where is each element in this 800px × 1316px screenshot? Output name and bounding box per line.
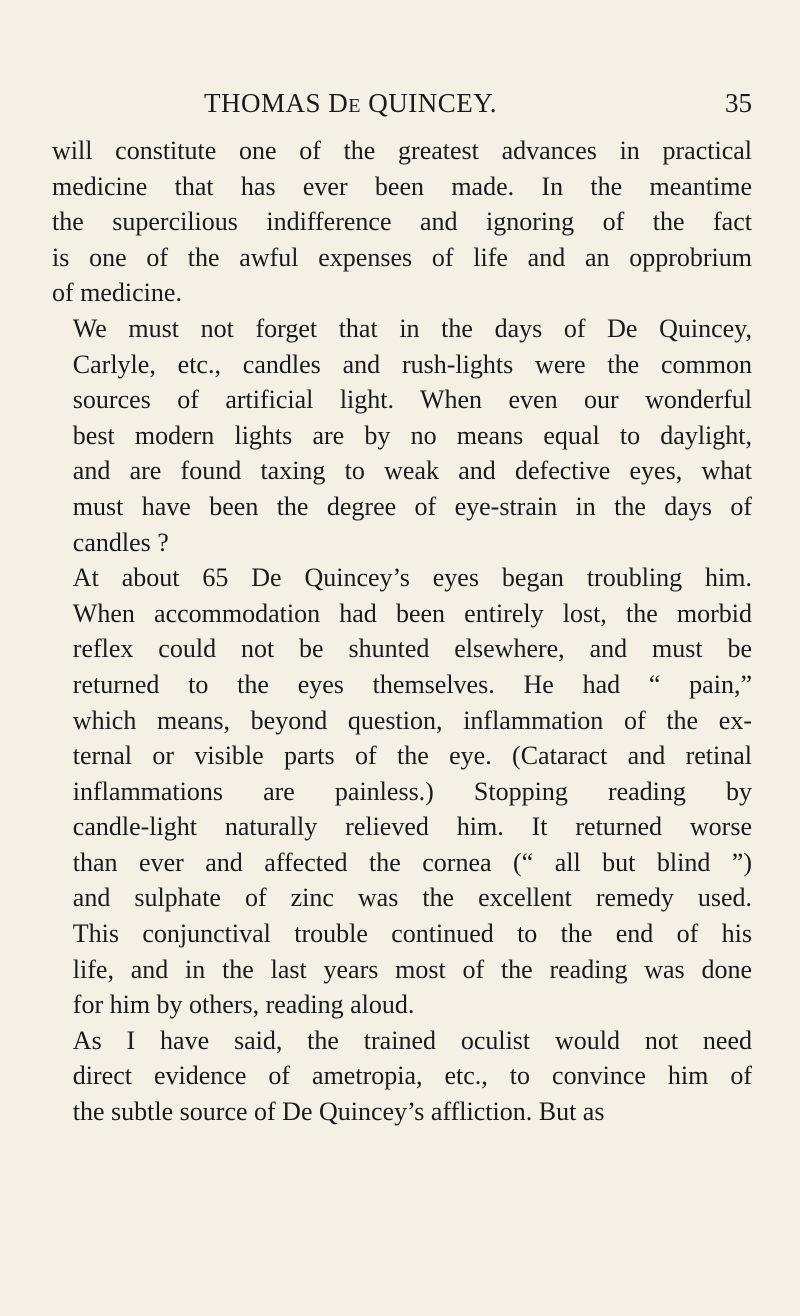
text-line: and are found taxing to weak and defective eyes, what bbox=[72, 456, 752, 486]
text-line: This conjunctival trouble continued to the end of his bbox=[72, 919, 752, 949]
text-line: than ever and affected the cornea (“ all but blind ”) bbox=[72, 847, 752, 877]
text-line: of medicine. bbox=[52, 278, 182, 308]
text-line: We must not forget that in the days of De Quincey, bbox=[72, 313, 752, 343]
text-line: medicine that has ever been made. In the meantime bbox=[52, 171, 752, 201]
text-line: reflex could not be shunted elsewhere, and must be bbox=[72, 634, 752, 664]
paragraph bbox=[52, 560, 752, 1023]
paragraph bbox=[52, 133, 752, 311]
text-line: will constitute one of the greatest advances in practical bbox=[52, 136, 752, 165]
text-line: direct evidence of ametropia, etc., to convince him of bbox=[72, 1061, 752, 1091]
text-line: inflammations are painless.) Stopping reading by bbox=[72, 776, 752, 806]
text-line: the supercilious indifference and ignoring of the fact bbox=[52, 207, 752, 237]
paragraph bbox=[52, 311, 752, 560]
text-line: candle-light naturally relieved him. It returned worse bbox=[72, 812, 752, 842]
text-line: sources of artificial light. When even our wonderful bbox=[72, 385, 752, 415]
running-title-small-cap: E bbox=[348, 95, 361, 117]
text-line: ternal or visible parts of the eye. (Cataract and retinal bbox=[72, 741, 752, 771]
page-number: 35 bbox=[725, 88, 752, 118]
running-title-part2: QUINCEY. bbox=[360, 88, 497, 118]
text-line: candles ? bbox=[72, 527, 169, 557]
text-line: When accommodation had been entirely lost, the morbid bbox=[72, 598, 752, 628]
text-line: At about 65 De Quincey’s eyes began troubling him. bbox=[72, 563, 752, 593]
text-line: Carlyle, etc., candles and rush-lights were the common bbox=[72, 349, 752, 379]
text-line: As I have said, the trained oculist would not need bbox=[72, 1025, 752, 1055]
text-line: returned to the eyes themselves. He had “ pain,” bbox=[72, 669, 752, 699]
running-title-part1: THOMAS D bbox=[204, 88, 349, 118]
body-text bbox=[52, 133, 752, 1130]
text-line: is one of the awful expenses of life and an opprobrium bbox=[52, 242, 752, 272]
text-line: for him by others, reading aloud. bbox=[72, 990, 415, 1020]
text-line: life, and in the last years most of the reading was done bbox=[72, 954, 752, 984]
text-line: best modern lights are by no means equal to daylight, bbox=[72, 420, 752, 450]
running-head bbox=[52, 88, 752, 128]
text-line: which means, beyond question, inflammation of the ex- bbox=[72, 705, 752, 735]
running-title bbox=[204, 88, 497, 119]
text-line: the subtle source of De Quincey’s affliction. But as bbox=[72, 1097, 605, 1127]
text-line: must have been the degree of eye-strain in the days of bbox=[72, 491, 752, 521]
text-line: and sulphate of zinc was the excellent remedy used. bbox=[72, 883, 752, 913]
paragraph bbox=[52, 1023, 752, 1130]
